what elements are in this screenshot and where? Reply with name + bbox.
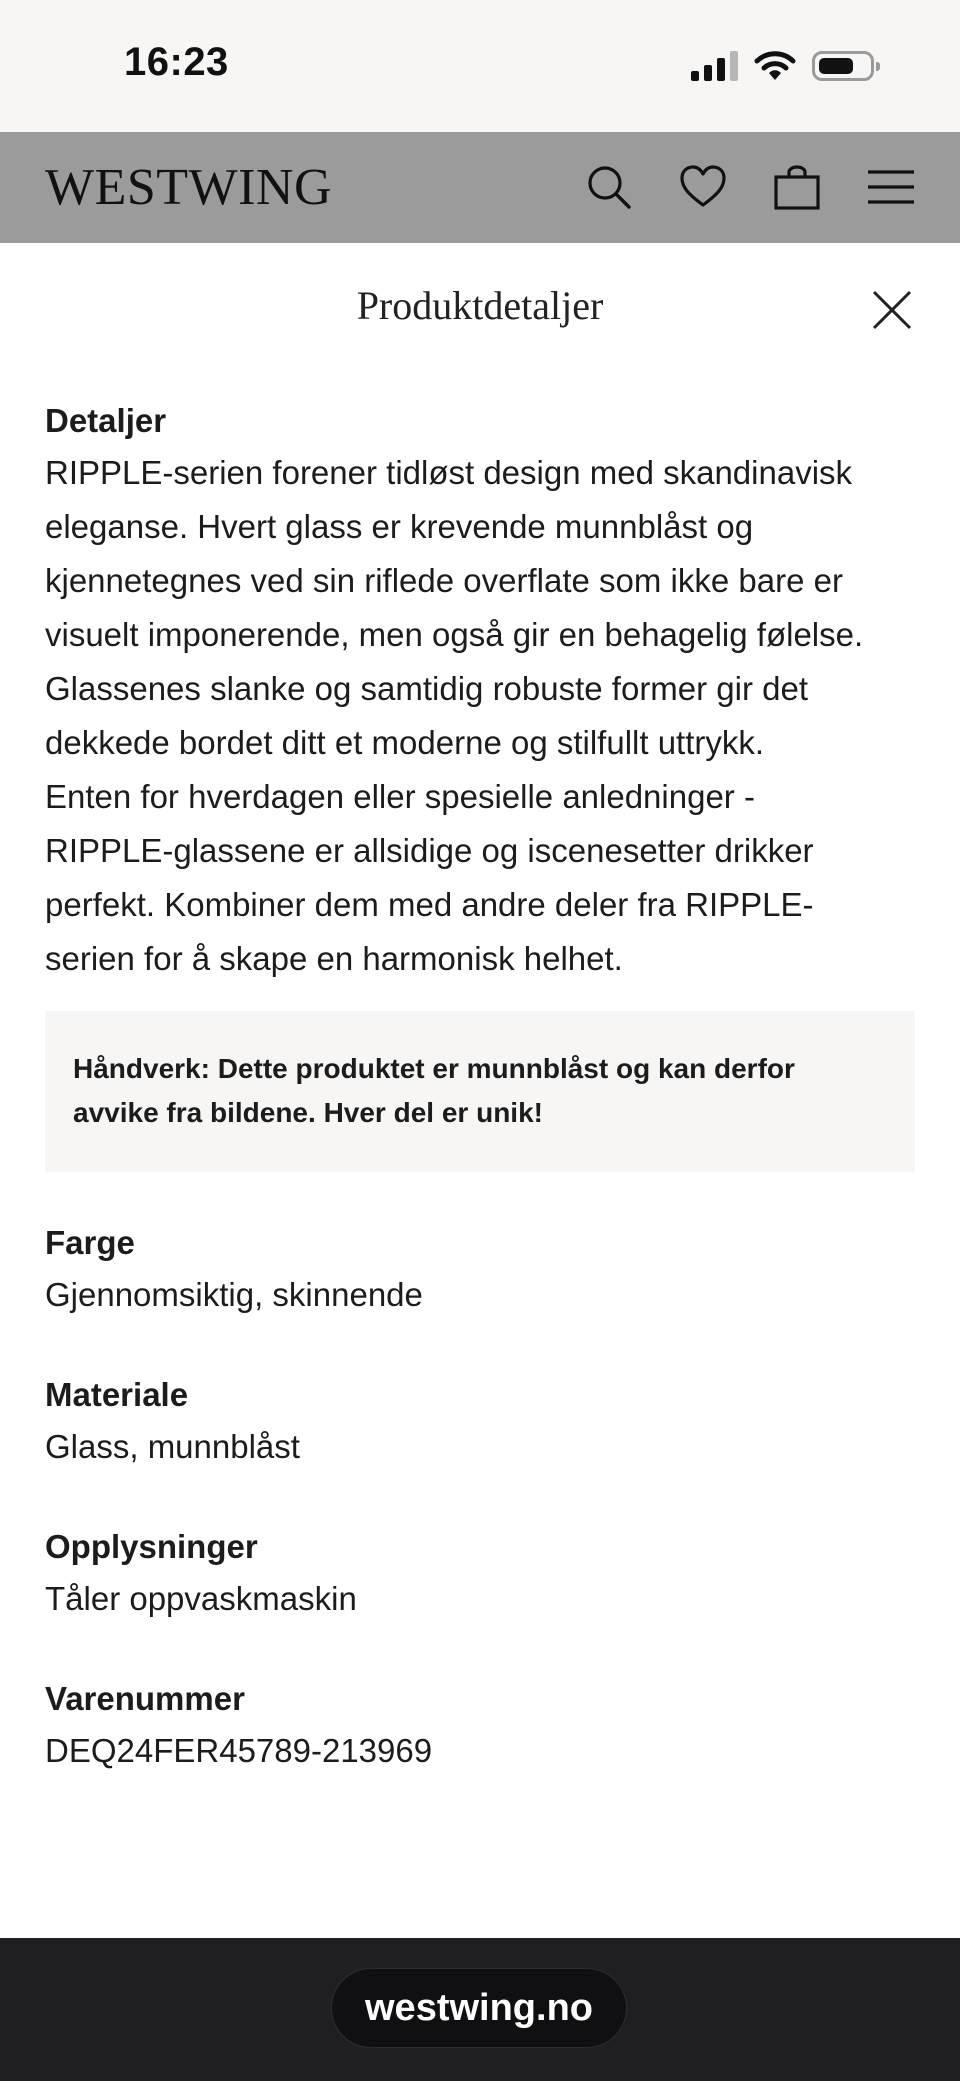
spec-value: Glass, munnblåst [45,1428,300,1465]
description-line: Glassenes slanke og samtidig robuste former gir det [45,670,809,707]
description-line: RIPPLE-glassene er allsidige og iscenesetter drikker [45,832,814,869]
spec-info [45,1522,915,1626]
description-line: serien for å skape en harmonisk helhet. [45,940,623,977]
spec-item-number [45,1674,915,1778]
westwing-logo[interactable]: WESTWING [45,159,333,216]
spec-label: Materiale [45,1376,189,1413]
spec-value: Gjennomsiktig, skinnende [45,1276,423,1313]
notice-line: avvike fra bildene. Hver del er unik! [73,1097,543,1128]
notice-line: Håndverk: Dette produktet er munnblåst og kan derfor [73,1053,795,1084]
site-header [0,132,960,243]
description-line: eleganse. Hvert glass er krevende munnblåst og [45,508,754,545]
description-line: Enten for hverdagen eller spesielle anledninger - [45,778,755,815]
close-icon[interactable] [870,288,914,332]
description-line: perfekt. Kombiner dem med andre deler fra RIPPLE- [45,886,814,923]
spec-label: Opplysninger [45,1528,258,1565]
heart-icon[interactable] [678,162,728,212]
wifi-icon [754,50,796,82]
craft-notice [45,1011,915,1172]
description-line: dekkede bordet ditt et moderne og stilfullt uttrykk. [45,724,765,761]
spec-label: Varenummer [45,1680,245,1717]
details-section [45,396,915,986]
status-time: 16:23 [124,40,229,84]
search-icon[interactable] [584,162,634,212]
details-description [45,446,915,986]
spec-value: Tåler oppvaskmaskin [45,1580,357,1617]
description-line: kjennetegnes ved sin riflede overflate som ikke bare er [45,562,843,599]
spec-value: DEQ24FER45789-213969 [45,1732,433,1769]
spec-material [45,1370,915,1474]
address-bar[interactable]: westwing.no [331,1968,627,2048]
bag-icon[interactable] [772,162,822,212]
panel-title: Produktdetaljer [356,283,604,328]
status-bar [0,0,960,132]
battery-icon [812,51,874,81]
signal-icon [691,51,738,81]
description-line: RIPPLE-serien forener tidløst design med skandinavisk [45,454,853,491]
spec-color [45,1218,915,1322]
spec-label: Farge [45,1224,135,1261]
browser-bottom-bar [0,1938,960,2081]
details-heading: Detaljer [45,402,167,439]
status-icons [691,46,874,86]
description-line: visuelt imponerende, men også gir en behagelig følelse. [45,616,864,653]
menu-icon[interactable] [866,162,916,212]
